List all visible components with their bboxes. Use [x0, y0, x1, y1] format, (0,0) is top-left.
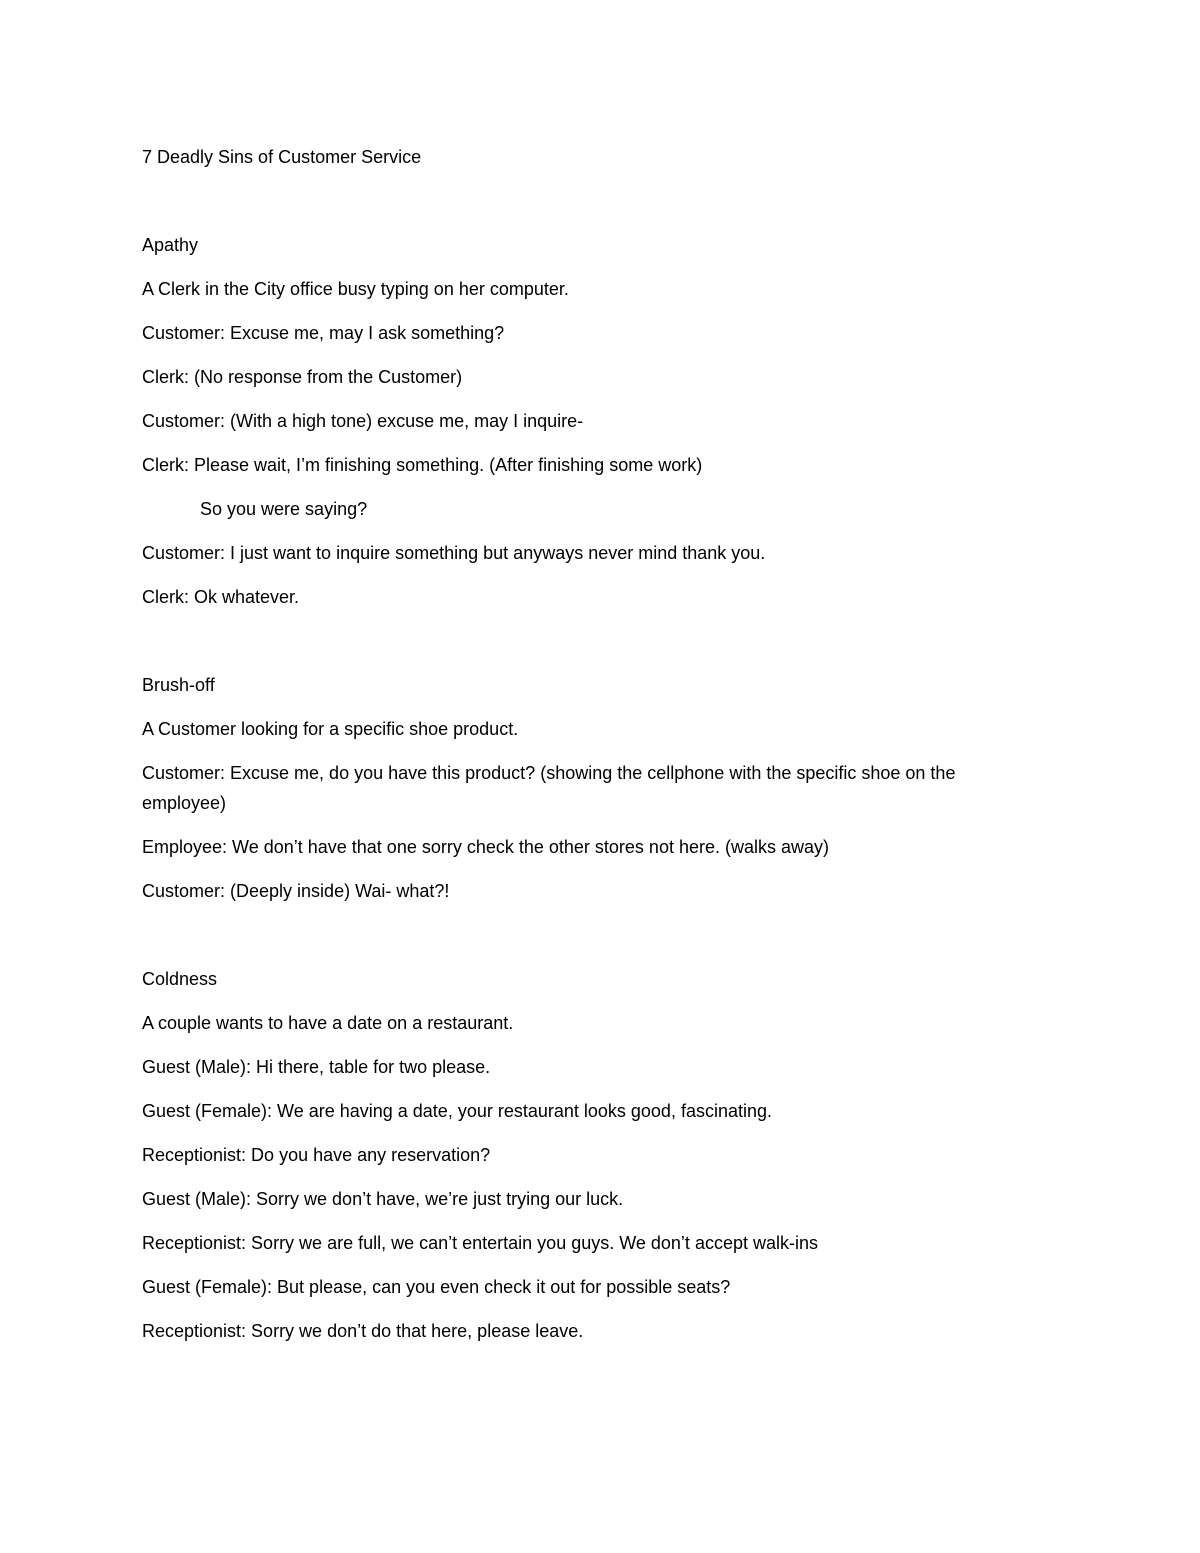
dialogue-line: Employee: We don’t have that one sorry check the other stores not here. (walks away) — [142, 837, 830, 857]
spacer — [142, 920, 1042, 964]
spacer — [142, 186, 1042, 230]
scene-description: A Customer looking for a specific shoe product. — [142, 719, 519, 739]
dialogue-line: Receptionist: Sorry we don’t do that here, please leave. — [142, 1321, 584, 1341]
dialogue-line: Customer: Excuse me, may I ask something? — [142, 323, 505, 343]
dialogue-line: Customer: I just want to inquire something but anyways never mind thank you. — [142, 543, 766, 563]
dialogue-line: Clerk: Ok whatever. — [142, 587, 300, 607]
section-heading-apathy: Apathy — [142, 235, 199, 255]
dialogue-line: Guest (Male): Sorry we don’t have, we’re just trying our luck. — [142, 1189, 624, 1209]
document-body — [142, 142, 1042, 1360]
dialogue-line: Guest (Female): We are having a date, your restaurant looks good, fascinating. — [142, 1101, 772, 1121]
dialogue-line: Customer: Excuse me, do you have this product? (showing the cellphone with the specific shoe on the employee) — [142, 763, 956, 813]
section-heading-coldness: Coldness — [142, 969, 218, 989]
scene-description: A Clerk in the City office busy typing on her computer. — [142, 279, 569, 299]
dialogue-line: Clerk: Please wait, I’m finishing something. (After finishing some work) — [142, 455, 703, 475]
dialogue-line: Receptionist: Sorry we are full, we can’t entertain you guys. We don’t accept walk-ins — [142, 1233, 818, 1253]
dialogue-line: Guest (Female): But please, can you even check it out for possible seats? — [142, 1277, 731, 1297]
spacer — [142, 626, 1042, 670]
dialogue-line: Clerk: (No response from the Customer) — [142, 367, 463, 387]
scene-description: A couple wants to have a date on a restaurant. — [142, 1013, 514, 1033]
section-heading-brushoff: Brush-off — [142, 675, 215, 695]
dialogue-line: Receptionist: Do you have any reservation? — [142, 1145, 491, 1165]
dialogue-line-continued: So you were saying? — [200, 499, 368, 519]
dialogue-line: Guest (Male): Hi there, table for two please. — [142, 1057, 491, 1077]
dialogue-line: Customer: (With a high tone) excuse me, may I inquire- — [142, 411, 584, 431]
dialogue-line: Customer: (Deeply inside) Wai- what?! — [142, 881, 450, 901]
document-title: 7 Deadly Sins of Customer Service — [142, 147, 422, 167]
